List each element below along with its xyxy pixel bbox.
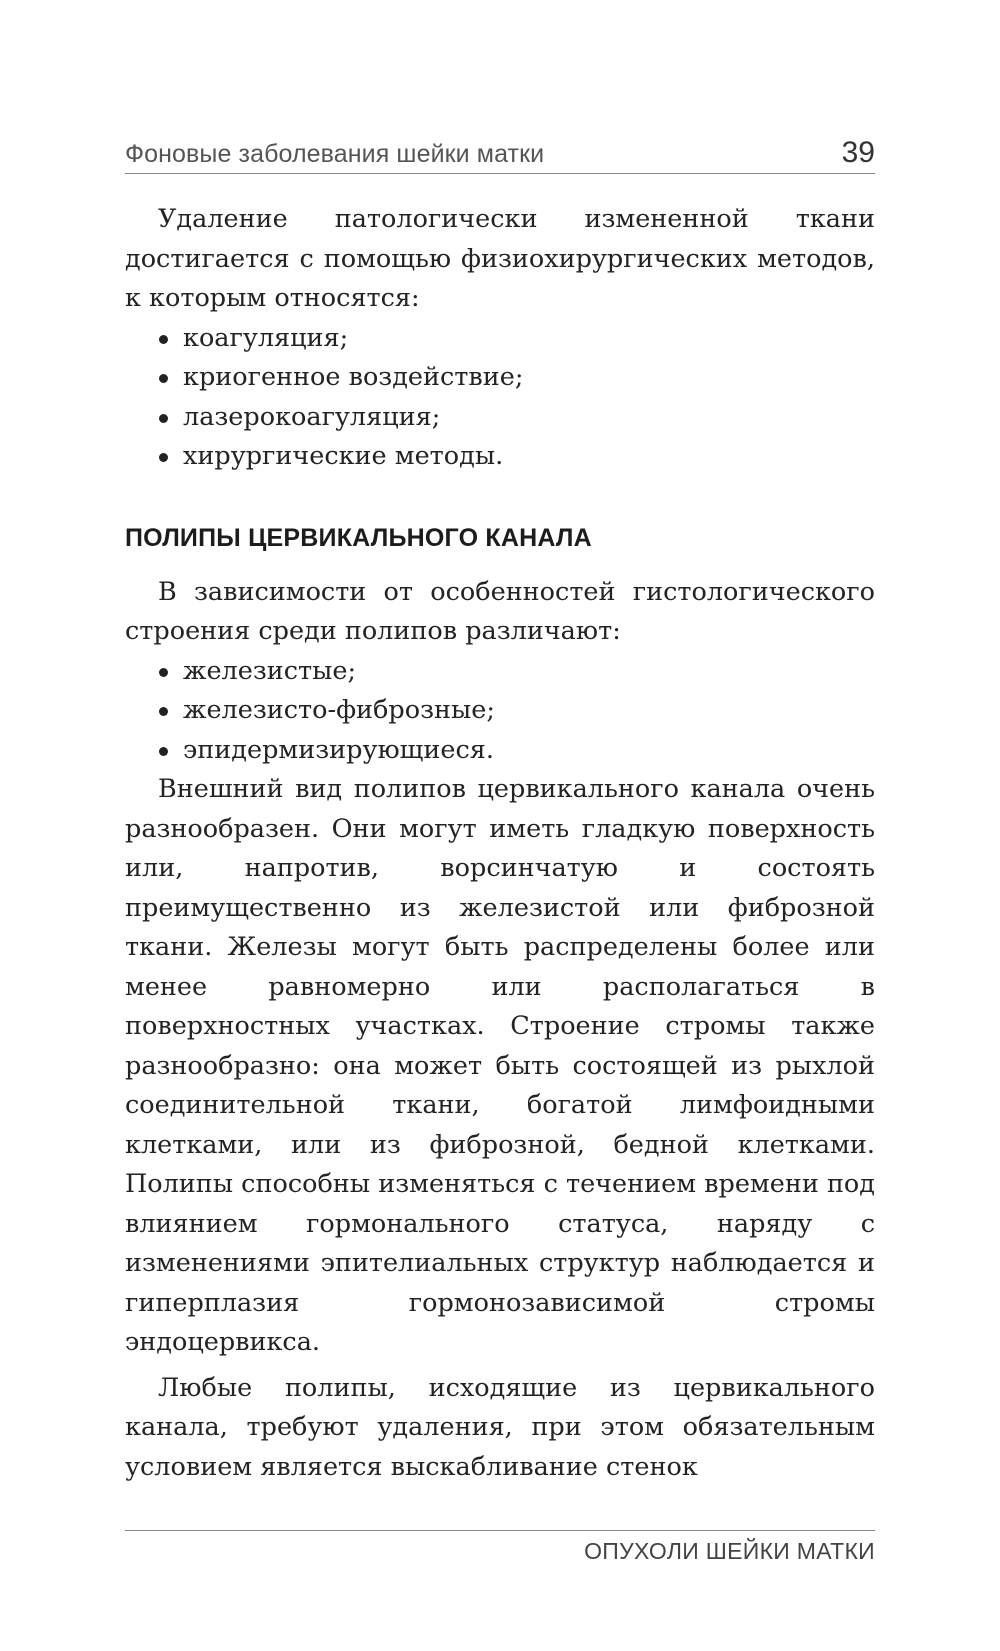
list-item <box>125 398 875 438</box>
running-header-title: Фоновые заболевания шейки матки <box>125 140 545 168</box>
bullet-icon <box>159 414 168 423</box>
list-item <box>125 731 875 771</box>
bullet-icon <box>159 374 168 383</box>
list-item <box>125 319 875 359</box>
bullet-icon <box>159 747 168 756</box>
list-item-text: криогенное воздействие; <box>183 362 524 392</box>
running-footer <box>125 1530 875 1565</box>
list-item-text: лазерокоагуляция; <box>183 401 441 432</box>
bullet-icon <box>159 707 168 716</box>
list-item <box>125 652 875 692</box>
list-item-text: железистые; <box>183 655 357 686</box>
book-page <box>125 130 875 1487</box>
running-header <box>125 130 875 174</box>
bullet-icon <box>159 668 168 677</box>
polyp-types-list <box>125 652 875 771</box>
list-item-text: хирургические методы. <box>183 441 504 471</box>
appearance-paragraph: Внешний вид полипов цервикального канала очень разнообразен. Они могут иметь гладкую поверхность или, напротив, ворсинчатую и состоять преимущественно из железистой или фиброзной ткани. Железы могут быть распределены более или менее равномерно или располагаться в поверхностных участках. Строение стромы также разнообразно: она может быть состоящей из рыхлой соединительной ткани, богатой лимфоидными клетками, или из фиброзной, бедной клетками. Полипы способны изменяться с течением времени под влиянием гормонального статуса, наряду с изменениями эпителиальных структур наблюдается и гиперплазия гормонозависимой стромы эндоцервикса. <box>125 774 875 1357</box>
polyp-intro-paragraph: В зависимости от особенностей гистологического строения среди полипов различают: <box>125 576 875 646</box>
running-footer-title: ОПУХОЛИ ШЕЙКИ МАТКИ <box>584 1538 875 1564</box>
treatment-paragraph: Любые полипы, исходящие из цервикального канала, требуют удаления, при этом обязательным условием является выскабливание стенок <box>125 1372 875 1482</box>
list-item-text: железисто-фиброзные; <box>183 695 495 725</box>
page-number: 39 <box>841 136 875 169</box>
bullet-icon <box>159 335 168 344</box>
bullet-icon <box>159 453 168 462</box>
intro-paragraph: Удаление патологически измененной ткани достигается с помощью физиохирургических методов, к которым относятся: <box>125 204 875 313</box>
section-heading: ПОЛИПЫ ЦЕРВИКАЛЬНОГО КАНАЛА <box>125 523 592 552</box>
list-item <box>125 437 875 477</box>
list-item-text: коагуляция; <box>183 322 349 353</box>
page-body <box>125 200 875 1487</box>
list-item-text: эпидермизирующиеся. <box>183 734 494 765</box>
methods-list <box>125 319 875 477</box>
list-item <box>125 691 875 731</box>
list-item <box>125 358 875 398</box>
